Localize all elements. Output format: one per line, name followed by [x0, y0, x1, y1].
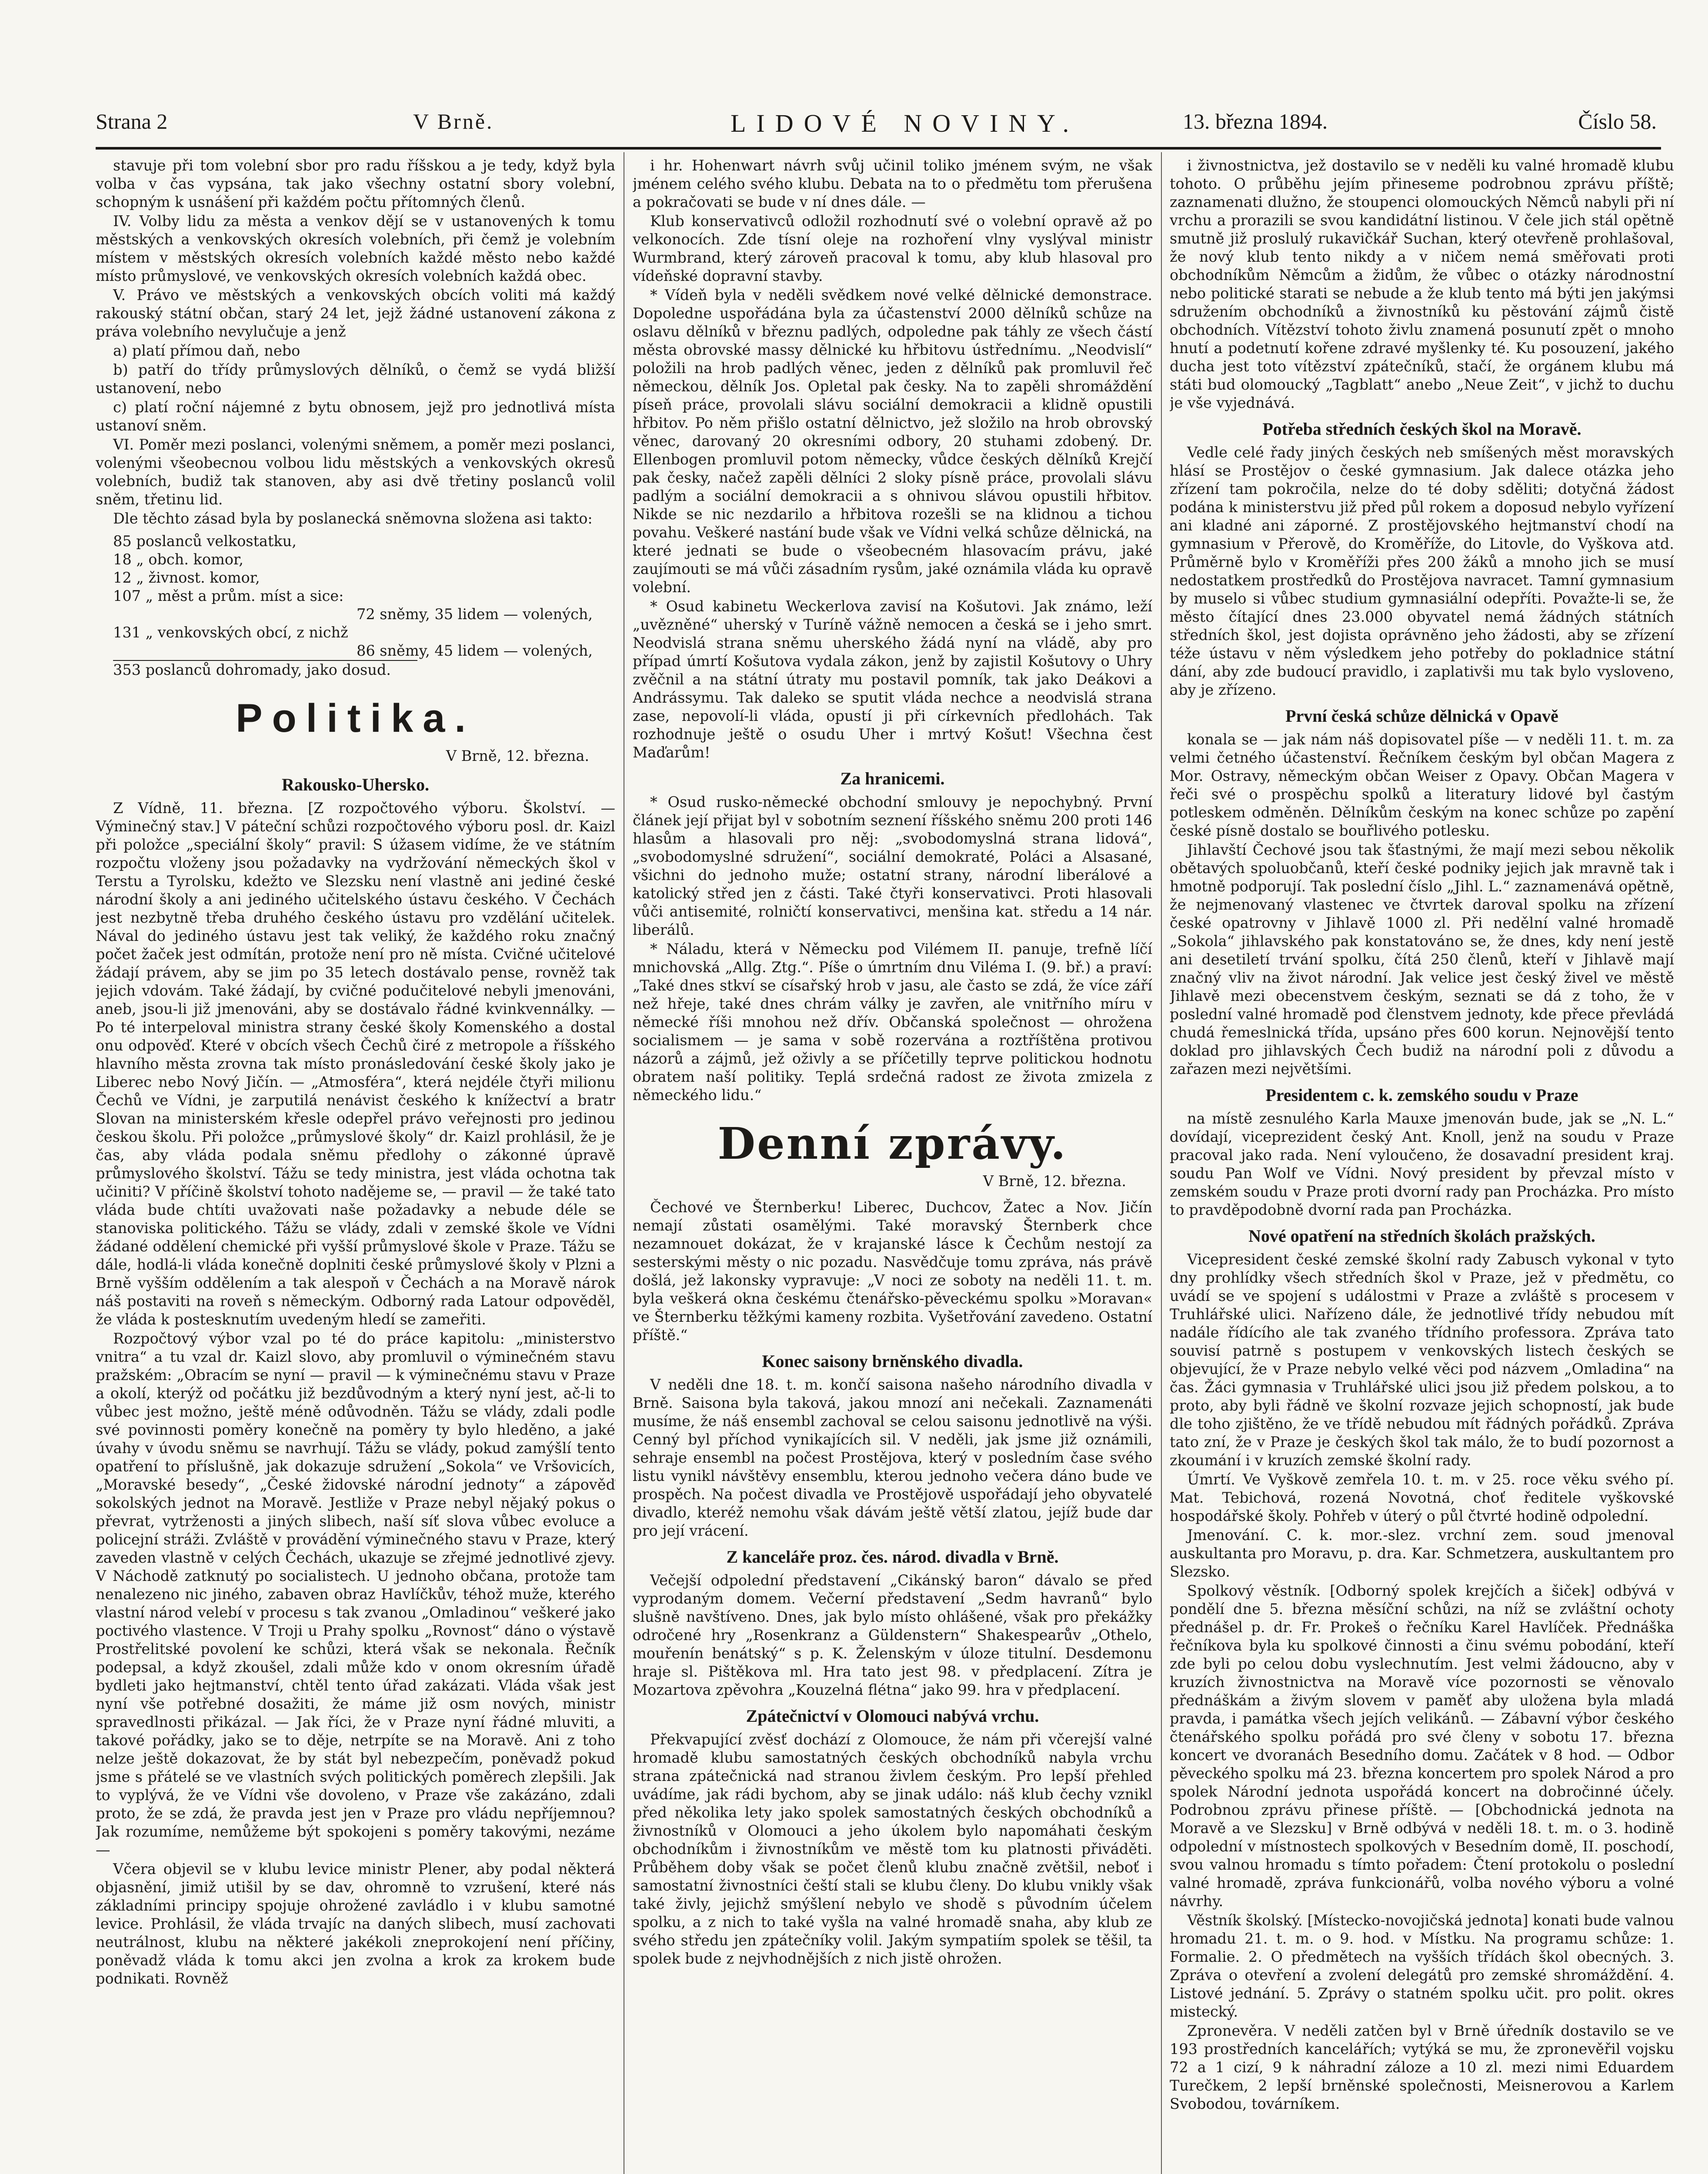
stat-line: 18 „ obch. komor,: [113, 551, 244, 568]
stat-line: 72 sněmy, 35 lidem — volených,: [357, 606, 593, 623]
paragraph: konala se — jak nám náš dopisovatel píše — v neděli 11. t. m. za velmi četného účastenství. Řečníkem českým byl občan Magera z Mor. Ostravy, německým občan Weiser z Opavy. Občan Magera v řeči své o prospěchu spolků a literatury lidové byl častým potleskem odměněn. Dělníkům českým na konec schůze po zapění české písně dostalo se bouřlivého potlesku.: [1170, 731, 1674, 839]
dateline: V Brně, 12. března.: [983, 1173, 1126, 1190]
page-header: [96, 109, 1657, 150]
subheading: Rakousko-Uhersko.: [282, 775, 429, 794]
subheading: Potřeba středních českých škol na Moravě.: [1262, 419, 1581, 439]
paragraph: Jmenování. C. k. mor.-slez. vrchní zem. soud jmenoval auskultanta pro Moravu, p. dra. Kar. Schmetzera, auskultantem pro Slezsko.: [1170, 1527, 1674, 1580]
paragraph: na místě zesnulého Karla Mauxe jmenován bude, jak se „N. L.“ dovídají, viceprezident český Ant. Knoll, jenž na soudu v Praze pracoval jako rada. Není vyloučeno, že dosavadní president kraj. soudu Pan Wolf ve Vídni. Nový president by převzal místo v zemském soudu v Praze proti dvorní rady pan Procházka. Pro místo to pravděpodobně dvorní rada pan Procházka.: [1170, 1110, 1674, 1218]
paragraph: Překvapující zvěsť dochází z Olomouce, že nám při včerejší valné hromadě klubu samostatných českých obchodníků nabyla vrchu strana zpátečnická nad stranou živlem českým. Pro lepší přehled uvádíme, jak rádi bychom, aby se jinak událo: náš klub čechy vznikl před několika lety jako spolek samostatných českých obchodníků a živnostníků v Olomouci a jeho úkolem bylo napomáhati českým obchodníkům i živnostníkům ve městě tom ku platnosti přiváděti. Průběhem doby však se počet členů klubu značně zvětšil, neboť i samostatní živnostníci čeští stali se klubu členy. Do klubu vnikly však také živly, jejichž smýšlení nebylo ve shodě s původním účelem spolku, a z nich to také vyšla na valné hromadě snaha, aby klub ze svého středu jen zpátečníky volil. Jakým sympatiím spolek se těšil, ta spolek bude z nejvhodnějších z nich jistě ohrožen.: [633, 1731, 1152, 1967]
paragraph: Klub konservativců odložil rozhodnutí své o volební opravě až po velkonocích. Zde tísní oleje na rozhoření vlny vyslýval ministr Wurmbrand, který zároveň pracoval k tomu, aby klub hlasoval pro vídeňské dopravní stavby.: [633, 213, 1152, 284]
paragraph: * Osud kabinetu Weckerlova zavisí na Košutovi. Jak známo, leží „uvězněné“ uherský v Turíně vážně nemocen a česká se i jeho smrt. Neodvislá strana sněmu uherského žádá nyní na vládě, aby pro případ úmrtí Košutova vydala zákon, jenž by zajistil Košutovy o Uhry zvěčnil a na státní útraty mu postavil pomník, tak jako Deákovi a Andrássymu. Tak daleko se sputit vláda nechce a neodvislá strana zase, nepovolí-li vláda, opustí ji při církevních předlohách. Tak rozhodnuje ještě o osudu Uher i mrtvý Košut! Všechna čest Maďarům!: [633, 598, 1152, 761]
paragraph: Rozpočtový výbor vzal po té do práce kapitolu: „ministerstvo vnitra“ a tu vzal dr. Kaizl slovo, aby promluvil o výminečném stavu pražském: „Obracím se nyní — pravil — k výminečnému stavu v Praze a okolí, kterýž od počátku již bezdůvodným a který nyní jest, ač-li to vůbec jest možno, ještě méně odůvodněn. Tážu se vlády, zdali podle své povinnosti poměry konečně na poměry ty bylo hleděno, a jaké úvahy v úvodu sněmu se navrhují. Tážu se vlády, pokud zamýšlí tento opatření to příslušně, jak dokazuje sdružení „Sokola“ ve Vršovicích, „Moravské besedy“, „České židovské národní jednoty“ a zápověď sokolských jednot na Moravě. Jestliže v Praze nebyl nějaký pokus o převrat, vytrženosti a jiných slibech, naší síť slova vůbec evoluce a policejní stráži. Zvláště v provádění výminečného stavu v Praze, který zaveden vlastně v celých Čechách, ukazuje se zřejmé jednotlivé zjevy. V Náchodě zatknutý po socialistech. U jednoho občana, protože tam nenalezeno nic jiného, zabaven obraz Havlíčkův, téhož muže, kterého vlastní národ velebí v procesu s tak zvanou „Omladinou“ veškeré jako poctivého vlastence. V Troji u Prahy spolku „Rovnost“ dáno o výstavě Prostřelitské povolení ke schůzi, která však se nekonala. Řečník podepsal, a když zkoušel, zdali může kdo v onom okresním úřadě bydleti jako hejtmanství, chtěl tento úřad zakázati. Vláda však jest nyní vše potřebné dosažiti, že máme již osm nových, ministr spravedlnosti přikázal. — Jak říci, že v Praze nyní řádné mluviti, a takové pořádky, jako se to děje, netrpíte se na Moravě. Ani z toho nelze ještě dokazovat, že by stát byl nebezpečím, poněvadž pokud jsme s přátelé se ve vlastních svých politických poměrech zlepšili. Jak to vyplývá, že ve Vídni vše dovoleno, v Praze vše zakázáno, zdali proto, že se zdá, že pravda jest jen v Praze pro vládu nepříjemnou? Jak rozumíme, nemůžeme být spokojeni s poměry takovými, nezáme —: [96, 1330, 615, 1858]
subheading: Konec saisony brněnského divadla.: [762, 1351, 1023, 1371]
paragraph: Dle těchto zásad byla by poslanecká sněmovna složena asi takto:: [113, 510, 593, 527]
stat-line: 353 poslanců dohromady, jako dosud.: [113, 660, 417, 679]
paragraph: * Náladu, která v Německu pod Vilémem II. panuje, trefně líčí mnichovská „Allg. Ztg.“. Píše o úmrtním dnu Viléma I. (9. bř.) a praví: „Také dnes stkví se císařský hrob v jasu, ale často se zdá, že více září než hřeje, také dnes chrám války je zavřen, ale vnitřního míru v německé říši mnohou než dřív. Občanská společnost — ohrožena socialismem — je sama v sobě rozervána a roztříštěna protivou názorů a zájmů, jež oživly a se příčetilly teprve politickou hodnotu obratem naší politiky. Teplá srdečná radost ze života zmizela z německého lidu.“: [633, 940, 1152, 1104]
subheading: Za hranicemi.: [840, 769, 945, 788]
subheading: Zpátečnictví v Olomouci nabývá vrchu.: [746, 1706, 1039, 1726]
subheading: Presidentem c. k. zemského soudu v Praze: [1265, 1085, 1578, 1105]
paragraph: Vicepresident české zemské školní rady Zabusch vykonal v tyto dny prohlídky všech středních škol v Praze, jež v předmětu, co uvádí se ve spojení s událostmi v Praze a zvláště s procesem v Truhlářské ulici. Nařízeno dále, že jednotlivé třídy nebudou mít nadále řídícího ale tak zvaného třídního professora. Zpráva tato souvisí patrně s postupem v venkovských listech českých se objevující, že v Praze nebylo velké věci pod názvem „Omladina“ na čas. Žáci gymnasia v Truhlářské ulici jsou již předem polskou, a to proto, aby byli řádně ve školní rozvaze jejich schopností, jak bude dle toho zjištěno, že ve třídě nebudou mít řádných pořádků. Zpráva tato zní, že v Praze je českých škol tak málo, že to budí pozornost a zkoumání i v kruzích zemské školní rady.: [1170, 1251, 1674, 1469]
seat-distribution: [113, 532, 615, 679]
subheading: Z kanceláře proz. čes. národ. divadla v Brně.: [726, 1547, 1059, 1567]
issue-date: 13. března 1894.: [1183, 109, 1328, 133]
paragraph: stavuje při tom volební sbor pro radu říšskou a je tedy, když byla volba v čas vypsána, tak jako všechny ostatní sbory volební, schopným k usnášení při každém počtu přítomných členů.: [96, 157, 615, 210]
paragraph: Večejší odpolední představení „Cikánský baron“ dávalo se před vyprodaným domem. Večerní představení „Sedm havranů“ bylo slušně navštíveno. Dnes, jak bylo místo ohlášené, však pro překážky odročené hry „Rosenkranz a Güldenstern“ Shakespearův „Othelo, mouřenín benátský“ s p. K. Želenským v úloze titulní. Desdemonu hraje sl. Pištěkova ml. Hra tato jest 98. v předplacení. Zítra je Mozartova zpěvohra „Kouzelná flétna“ jako 99. hra v předplacení.: [633, 1572, 1152, 1698]
paragraph: c) platí roční nájemné z bytu obnosem, jejž pro jednotlivá místa ustanoví sněm.: [96, 399, 615, 434]
issue-number: Číslo 58.: [1578, 109, 1657, 133]
header-rule: [96, 147, 1661, 150]
dateline: V Brně, 12. března.: [446, 747, 589, 764]
paragraph: i hr. Hohenwart návrh svůj učinil toliko jménem svým, ne však jménem celého svého klubu. Debata na to o předmětu tom přerušena a pokračovati se bude v ní dnes dále. —: [633, 157, 1152, 210]
stat-line: 12 „ živnost. komor,: [113, 569, 260, 586]
place-line: V Brně.: [413, 109, 494, 133]
paragraph: Úmrtí. Ve Vyškově zemřela 10. t. m. v 25. roce věku svého pí. Mat. Tebichová, rozená Novotná, choť ředitele vyškovské hospodářské školy. Pohřeb v úterý o půl čtvrté hodině odpolední.: [1170, 1471, 1674, 1524]
subheading: Nové opatření na středních školách pražských.: [1248, 1226, 1595, 1246]
column-2: [633, 157, 1152, 2174]
paragraph: Zpronevěra. V neděli zatčen byl v Brně úředník dostavilo se ve 193 prostředních kancelářích; vytýká se mu, že zpronevěřil vojsku 72 a 1 cizí, 9 k náhradní záloze a 10 zl. mezi nimi Eduardem Turečkem, 2 lepší brněnské společnosti, Meisnerovou a Karlem Svobodou, továrníkem.: [1170, 2022, 1674, 2112]
paragraph: b) patří do třídy průmyslových dělníků, o čemž se vydá bližší ustanovení, nebo: [96, 361, 615, 397]
paragraph: * Vídeň byla v neděli svědkem nové velké dělnické demonstrace. Dopoledne uspořádána byla za účastenství 2000 dělníků schůze na oslavu dělníků v březnu padlých, odpoledne pak táhly ze všech částí města obrovské massy dělnické ku hřbitovu ústřednímu. „Neodvislí“ položili na hrob padlých věnec, jeden z dělníků pak promluvil řeč německou, dělník Jos. Opletal pak česky. Na to zapěli shromáždění píseň práce, provolali slávu sociální demokracii a klidně opustili hřbitov. Po něm přišlo ostatní dělnictvo, jež složilo na hrob obrovský věnec, darovaný 20 okresními odbory, 20 stuhami zdobený. Dr. Ellenbogen promluvil potom německy, vůdce českých dělníků Krejčí pak česky, načež zapěli dělníci 2 sloky písně práce, provolali slávu padlým a sociální demokracii a s ohnivou slávou opustili hřbitov. Nikde se nic nezdarilo a hřbitova rozešli se na klidnou a tichou povahu. Veškeré nastání bude však ve Vídni velká schůze dělnická, na které jednati se bude o všeobecném hlasovacím právu, jaké zaujímouti se má vůči zásadním rysům, jaké oznámila vláda ku opravě volební.: [633, 287, 1152, 596]
page-number: Strana 2: [96, 109, 168, 133]
paragraph: a) platí přímou daň, nebo: [113, 342, 300, 359]
paragraph: Spolkový věstník. [Odborný spolek krejčích a šiček] odbývá v pondělí dne 5. března měsíční schůzi, na níž se zvláštní ochoty přednášel p. dr. Fr. Prokeš o řečníku Karel Havlíček. Přednáška řečníkova byla ku spolkové činnosti a činu svému pobodání, kteří zde byli po celou dobu vyslechnutím. Jest velmi žádoucno, aby v kruzích živnostnictva na Moravě více pozornosti se věnovalo přednáškám a živým slovem v paměť aby uložena byla mladá pravda, i památka všech jejích velikánů. — Zábavní výbor českého čtenářského spolku pořádá pro své členy v sobotu 17. března koncert ve dvoranách Besedního domu. Začátek v 8 hod. — Odbor pěveckého spolku má 23. března koncertem pro spolek Národ a pro spolek Národní jednota uspořádá koncert na dobročinné účely. Podrobnou zprávu přinese příště. — [Obchodnická jednota na Moravě a ve Slezsku] v Brně odbývá v neděli 18. t. m. o 3. hodině odpolední v místnostech spolkových v Besedním domě, II. poschodí, svou valnou hromadu s tímto pořadem: Čtení protokolu o poslední valné hromadě, zpráva funkcionářů, volba nového výboru a volné návrhy.: [1170, 1582, 1674, 1910]
stat-line: 107 „ měst a prům. míst a sice:: [113, 587, 344, 604]
section-heading: Denní zprávy.: [717, 1118, 1068, 1169]
masthead-title: LIDOVÉ NOVINY.: [731, 109, 1080, 137]
paragraph: Čechové ve Šternberku! Liberec, Duchcov, Žatec a Nov. Jičín nemají zůstati osamělými. Také moravský Šternberk chce nezamnouet dokázat, že v krajanské lásce k Čechům nestojí za sesterskými městy o nic pozadu. Nasvědčuje tomu zpráva, nás právě došlá, jež lakonsky vypravuje: „V noci ze soboty na neděli 11. t. m. byla veškerá okna českému čtenářsko-pěveckému spolku »Moravan« ve Šternberku těžkými kameny rozbita. Vyšetřování zavedeno. Ostatní příště.“: [633, 1199, 1152, 1344]
section-heading: Politika.: [236, 696, 475, 740]
paragraph: Věstník školský. [Místecko-novojičská jednota] konati bude valnou hromadu 21. t. m. o 9. hod. v Místku. Na programu schůze: 1. Formalie. 2. O předmětech na vyšších třídách škol obecných. 3. Zpráva o otevření a zvolení delegátů pro zemské shromáždění. 4. Listové jednání. 5. Zprávy o statném spolku učit. pro polit. okres mistecký.: [1170, 1912, 1674, 2020]
column-divider: [1161, 152, 1162, 2174]
paragraph: Včera objevil se v klubu levice ministr Plener, aby podal některá objasnění, jimiž utišil by se dav, ohromně to vzrušení, které nás základními principy spojuje ohrožené zavládlo i v klubu samotné levice. Prohlásil, že vláda trvajíc na daných slibech, musí zachovati neutrálnost, klubu na některé jakékoli zneprokojení není příčiny, poněvadž vláda k tomu akci jen zvolna a krok za krokem bude podnikati. Rovněž: [96, 1861, 615, 1987]
paragraph: * Osud rusko-německé obchodní smlouvy je nepochybný. První článek její přijat byl v sobotním seznení říšského sněmu 200 proti 146 hlasům a hlasovali pro něj: „svobodomyslná strana lidová“, „svobodomyslné sdružení“, sociální demokraté, Poláci a Alsasané, všichni do jednoho muže; ostatní strany, národní liberálové a katolický střed jen z části. Také čtyři konservativci. Proti hlasovali vůči antisemité, rolničtí konservativci, menšina kat. středu a 14 nár. liberálů.: [633, 794, 1152, 938]
subheading: První česká schůze dělnická v Opavě: [1285, 706, 1558, 726]
paragraph: VI. Poměr mezi poslanci, volenými sněmem, a poměr mezi poslanci, volenými všeobecnou volbou lidu městských a venkovských okresů volebních, budiž tak stanoven, aby asi dvě třetiny poslanců volil sněm, třetinu lid.: [96, 436, 615, 508]
paragraph: Z Vídně, 11. března. [Z rozpočtového výboru. Školství. — Výminečný stav.] V páteční schůzi rozpočtového výboru posl. dr. Kaizl při položce „speciální školy“ pravil: S úžasem vidíme, že ve státním rozpočtu vloženy jsou požadavky na vydržování německých škol v Terstu a Tyrolsku, kdežto ve Slezsku není vlastně ani jediné české národní školy a ani jediného učitelského ústavu českého. V Čechách jest nezbytně třeba druhého českého ústavu pro vzdělání učitelek. Nával do jediného ústavu jest tak veliký, že každého roku značný počet žaček jest odmítán, protože není pro ně místa. Cvičné učitelové žádají právem, aby se jim po 35 letech dostávalo pense, rovněž tak jejich vdovám. Také žádají, by cvičné podučitelové nebyli jmenováni, aneb, jsou-li již jmenováni, aby se dostávalo řádné kvinkvennálky. — Po té interpeloval ministra strany české školy Komenského a dostal onu odpověď. Které v obcích všech Čechů čiré z metropole a říšského hlavního města zrovna tak místo pronásledování české školy jako je Liberec nebo Nový Jičín. — „Atmosféra“, která nejdéle čtyři milionu Čechů ve Vídni, je zarputilá nenávist českého k knížectví a bratr Slovan na ministerském křesle odepřel právo veřejnosti pro jedinou českou školu. Při položce „průmyslové školy“ dr. Kaizl prohlásil, že je čas, aby vláda podala sněmu předlohy o zákonné úpravě průmyslového školství. Tážu se tedy ministra, jest vláda ochotna tak učiniti? V příčině školství tohoto nadějeme se, — pravil — že také tato vláda bude chtíti uvažovati naše požadavky a nebude déle se stanoviska politického. Tážu se vlády, zdali v zemské škole ve Vídni žádané oddělení chemické při vyšší průmyslové škole v Praze. Tážu se dále, hodlá-li vláda konečně doplniti české průmyslové školy v Plzni a Brně vyšším oddělením a tak alespoň v Čechách a na Moravě nárok náš postaviti na roveň s německým. Odborný rada Latour odpověděl, že vláda k postesknutím uvedeným hledí se zameřiti.: [96, 800, 615, 1328]
stat-line: 131 „ venkovských obcí, z nichž: [113, 624, 348, 641]
paragraph: Vedle celé řady jiných českých neb smíšených měst moravských hlásí se Prostějov o české gymnasium. Jak dalece otázka jeho zřízení tam pokročila, nelze do té doby sděliti; dotyčná žádost podána k ministerstvu již před půl rokem a doposud nebylo vyřízení ani kladné ani záporné. Z prostějovského hejtmanství chodí na gymnasium v Přerově, do Kroměříže, do Litovle, do Vyškova atd. Průměrně bylo v Kroměříži přes 200 žáků a mnoho jich se musí nedostatkem prostředků do Prostějova navracet. Tamní gymnasium by muselo si vůbec studium gymnasiální odepříti. Považte-li se, že město čítající dnes 23.000 obyvatel nemá žádných státních středních škol, jest dojista oprávněno jeho žádosti, aby se zřízení téže ústavu v něm výsledkem jeho potřeby do pokladnice státní dání, aby zde budoucí pravidlo, i zaplativši mu tak bylo vysloveno, aby je zřízeno.: [1170, 444, 1674, 698]
paragraph: IV. Volby lidu za města a venkov dějí se v ustanovených k tomu městských a venkovských okresích volebních, při čemž je volebním místem v městských okresích volebních každé město nebo každé místo průmyslové, ve venkovských okresích volebních každá obec.: [96, 213, 615, 284]
paragraph: V. Právo ve městských a venkovských obcích voliti má každý rakouský státní občan, starý 24 let, jejž žádné ustanovení zákona z práva volebního nevylučuje a jenž: [96, 287, 615, 340]
stat-line: 86 sněmy, 45 lidem — volených,: [357, 642, 593, 659]
column-3: [1170, 157, 1674, 2174]
column-1: [96, 157, 615, 2174]
paragraph: Jihlavští Čechové jsou tak šťastnými, že mají mezi sebou několik obětavých spoluobčanů, kteří české podniky jejich jak mravně tak i hmotně podporují. Tak poslední číslo „Jihl. L.“ zaznamenává opětně, že nejmenovaný vlastenec ve čtvrtek daroval spolku na zřízení české opatrovny v Jihlavě 1000 zl. Při nedělní valné hromadě „Sokola“ jihlavského pak konstatováno se, že dnes, kdy není jestě ani desetiletí trvání spolku, čítá 250 členů, kteří v Jihlavě mají značný vliv na život národní. Jak velice jest český živel ve městě Jihlavě mezi obecenstvem českým, seznati se dá z toho, že v poslední valné hromadě pod členstvem jednoty, kde přece převládá chudá řemeslnická třída, upsáno přes 600 korun. Nejnovější tento doklad pro jihlavských Čech budiž na národní poli z důvodu a zařazen mezi největšími.: [1170, 841, 1674, 1077]
paragraph: V neděli dne 18. t. m. končí saisona našeho národního divadla v Brně. Saisona byla taková, jakou mnozí ani nečekali. Zaznamenáti musíme, že náš ensembl zachoval se celou saisonu jednotlivě na výši. Cenný byl příchod vynikajících sil. V neděli, jak jsme již oznámili, sehraje ensembl na počest Prostějova, který v posledním čase svého listu vynikl návštěvy ensemblu, kterou jednoho večera dáno bude ve prospěch. Na počest divadla ve Prostějově uspořádají jeho obyvatelé divadlo, kteréž nemohu však dávám ještě větší zlatou, jejíž bude dar pro její vrácení.: [633, 1376, 1152, 1539]
paragraph: i živnostnictva, jež dostavilo se v neděli ku valné hromadě klubu tohoto. O průběhu jejím přineseme podrobnou zprávu příště; zaznamenati dlužno, že stoupenci olomouckých Němců nabyli při ní vrchu a prorazili se svou kandidátní listinou. V čele jich stál opětně smutně již proslulý rukavičkář Suchan, který otevřeně prohlašoval, že nový klub tento nikdy a v ničem nemá směřovati proti obchodníkům Němcům a židům, že vůbec o otázky národnostní nebo politické starati se nebude a že klub tento má býti jen jakýmsi sdružením obchodníků a živnostníků ku pěstování zájmů čistě obchodních. Vítězství tohoto živlu znamená posunutí zpět o mnoho hnutí a podetnutí kořene zdravé myšlenky té. Ku posouzení, jakého ducha jest toto vítězství zpátečníků, stačí, že orgánem klubu má státi bud olomoucký „Tagblatt“ anebo „Neue Zeit“, v jichž to duchu je vše vyjednává.: [1170, 157, 1674, 411]
stat-line: 85 poslanců velkostatku,: [113, 533, 297, 550]
